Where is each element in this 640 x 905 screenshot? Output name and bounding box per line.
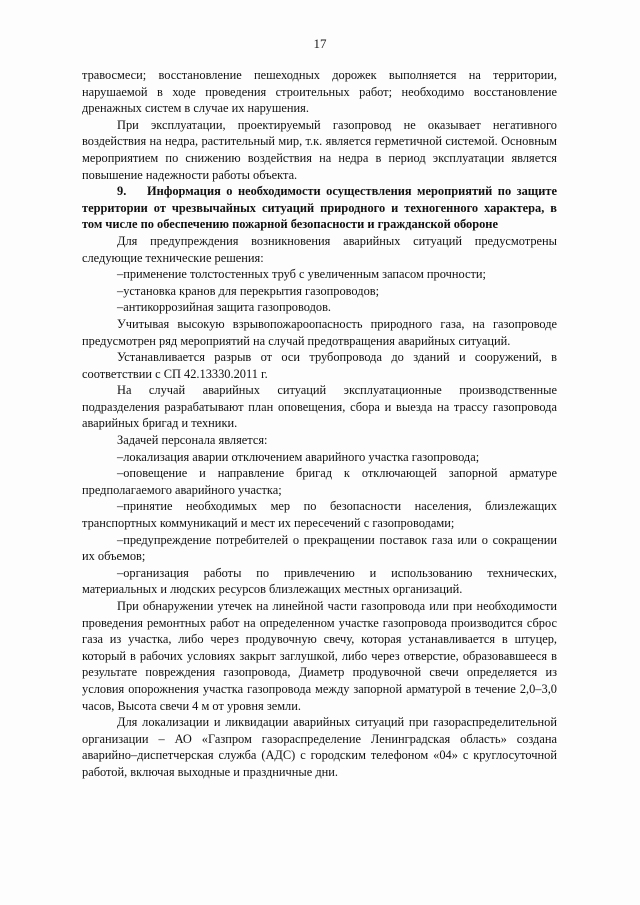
list-item: –предупреждение потребителей о прекращении поставок газа или о сокращении их объемов;	[82, 532, 557, 564]
list-item: –антикоррозийная защита газопроводов.	[117, 300, 332, 315]
paragraph: Для предупреждения возникновения аварийных ситуаций предусмотрены следующие технические решения:	[82, 233, 557, 265]
section-title: Информация о необходимости осуществления мероприятий по защите территории от чрезвычайных ситуаций природного и техногенного характера, в том числе по обеспечению пожарной безопасности и гражданской обороне	[82, 184, 557, 232]
list-item: –локализация аварии отключением аварийного участка газопровода;	[117, 449, 480, 464]
paragraph: Устанавливается разрыв от оси трубопровода до зданий и сооружений, в соответствии с СП 42.13330.2011 г.	[82, 350, 557, 381]
section-number: 9.	[117, 184, 127, 199]
list-item: –установка кранов для перекрытия газопроводов;	[117, 283, 380, 298]
list-item: –оповещение и направление бригад к отключающей запорной арматуре предполагаемого аварийного участка;	[82, 466, 557, 497]
document-body	[82, 67, 557, 781]
list-item: –применение толстостенных труб с увеличенным запасом прочности;	[117, 267, 486, 282]
paragraph: Для локализации и ликвидации аварийных ситуаций при газораспределительной организации – АО «Газпром газораспределение Ленинградская область» создана аварийно–диспетчерская служба (АДС) с городским телефоном «04» с круглосуточной работой, включая выходные и праздничные дни.	[82, 715, 557, 779]
list-item: –принятие необходимых мер по безопасности населения, близлежащих транспортных коммуникаций и мест их пересечений с газопроводами;	[82, 499, 557, 531]
page-number: 17	[313, 36, 327, 51]
paragraph: При обнаружении утечек на линейной части газопровода или при необходимости проведения ремонтных работ на определенном участке газопровода производится сброс газа из участка, либо через продувочную свечу, которая устанавливается в штуцер, который в рабочих условиях закрыт заглушкой, либо через отверстие, образовавшееся в результате повреждения газопровода, Диаметр продувочной свечи определяется из условия опорожнения участка газопровода между запорной арматурой в течение 2,0–3,0 часов, Высота свечи 4 м от уровня земли.	[82, 599, 557, 713]
paragraph: Учитывая высокую взрывопожароопасность природного газа, на газопроводе предусмотрен ряд мероприятий на случай предотвращения аварийных ситуаций.	[82, 316, 557, 348]
list-item: –организация работы по привлечению и использованию технических, материальных и людских ресурсов близлежащих местных организаций.	[82, 565, 557, 597]
section-heading	[82, 183, 557, 233]
paragraph: На случай аварийных ситуаций эксплуатационные производственные подразделения разрабатывают план оповещения, сбора и выезда на трассу газопровода аварийных бригад и техники.	[82, 383, 557, 431]
paragraph: травосмеси; восстановление пешеходных дорожек выполняется на территории, нарушаемой в ходе проведения строительных работ; необходимо восстановление дренажных систем в случае их нарушения.	[82, 68, 557, 116]
paragraph: Задачей персонала является:	[117, 433, 268, 448]
paragraph: При эксплуатации, проектируемый газопровод не оказывает негативного воздействия на недра, растительный мир, т.к. является герметичной системой. Основным мероприятием по снижению воздействия на недра в период эксплуатации является повышение надежности работы объекта.	[82, 117, 557, 182]
